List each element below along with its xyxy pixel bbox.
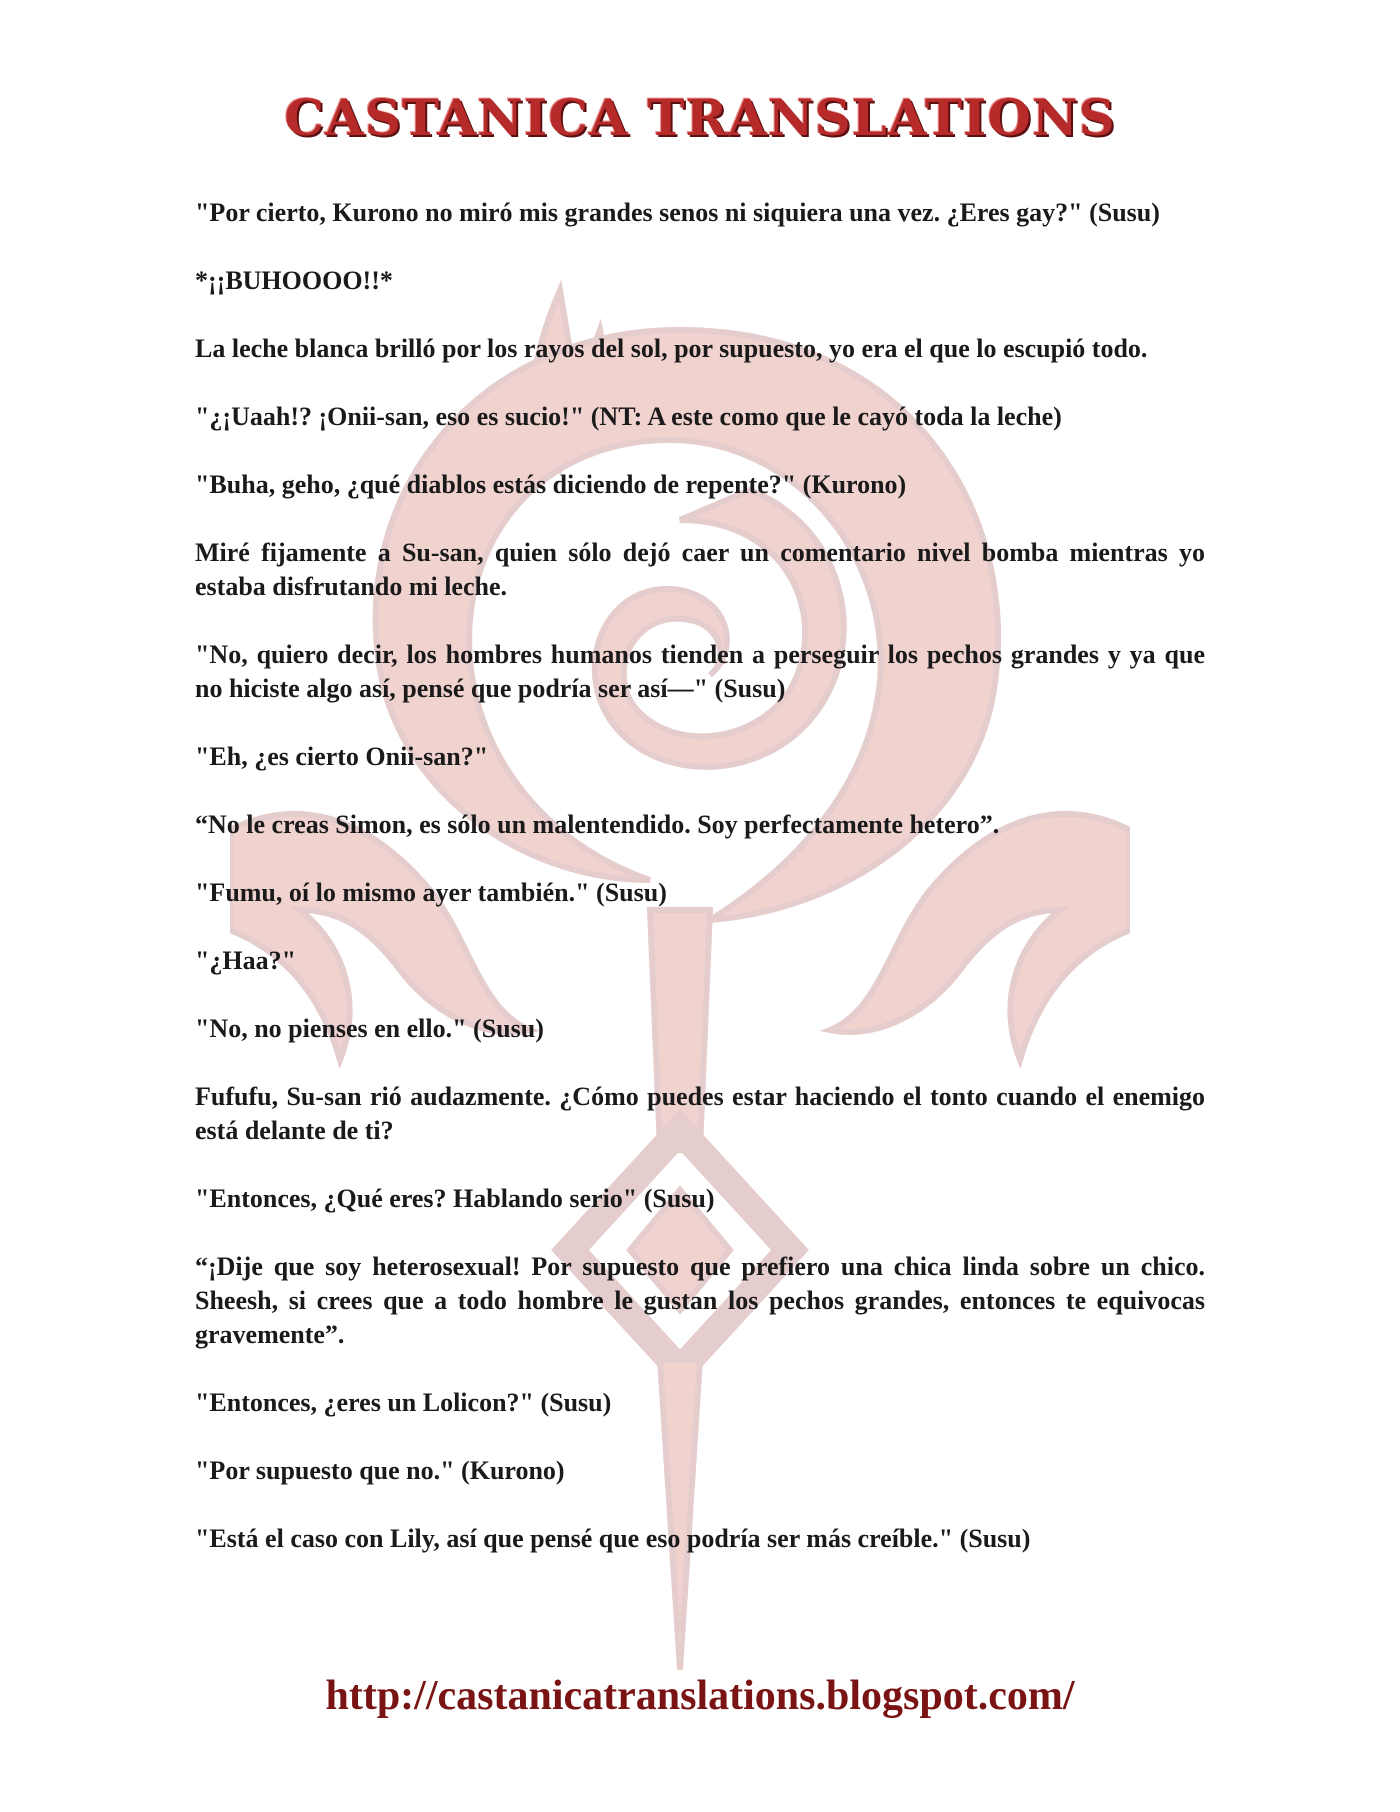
paragraph: “¡Dije que soy heterosexual! Por supuesto que prefiero una chica linda sobre un chico. Sheesh, si crees que a todo hombre le gustan los pechos grandes, entonces te equivocas gravemente”. — [195, 1252, 1205, 1349]
paragraph: "Entonces, ¿Qué eres? Hablando serio" (Susu) — [195, 1184, 715, 1213]
paragraph: “No le creas Simon, es sólo un malentendido. Soy perfectamente hetero”. — [195, 810, 1000, 839]
paragraph: "¿Haa?" — [195, 946, 297, 975]
paragraph: *¡¡BUHOOOO!!* — [195, 266, 393, 295]
paragraph: "Por supuesto que no." (Kurono) — [195, 1456, 565, 1485]
paragraph: "¿¡Uaah!? ¡Onii-san, eso es sucio!" (NT: A este como que le cayó toda la leche) — [195, 402, 1062, 431]
paragraph: "Buha, geho, ¿qué diablos estás diciendo de repente?" (Kurono) — [195, 470, 907, 499]
blog-url-link[interactable]: http://castanicatranslations.blogspot.com/ — [325, 1673, 1075, 1719]
paragraph: "Está el caso con Lily, así que pensé que eso podría ser más creíble." (Susu) — [195, 1524, 1031, 1553]
paragraph: "Fumu, oí lo mismo ayer también." (Susu) — [195, 878, 667, 907]
site-title: CASTANICA TRANSLATIONS — [284, 88, 1116, 147]
paragraph: Miré fijamente a Su-san, quien sólo dejó caer un comentario nivel bomba mientras yo estaba disfrutando mi leche. — [195, 538, 1205, 601]
paragraph: Fufufu, Su-san rió audazmente. ¿Cómo puedes estar haciendo el tonto cuando el enemigo está delante de ti? — [195, 1082, 1205, 1145]
site-header — [0, 88, 1400, 147]
paragraph: "No, quiero decir, los hombres humanos tienden a perseguir los pechos grandes y ya que no hiciste algo así, pensé que podría ser así—" (Susu) — [195, 640, 1205, 703]
paragraph: "No, no pienses en ello." (Susu) — [195, 1014, 544, 1043]
paragraph: "Eh, ¿es cierto Onii-san?" — [195, 742, 489, 771]
site-footer — [0, 1672, 1400, 1720]
chapter-text — [195, 196, 1205, 1590]
paragraph: La leche blanca brilló por los rayos del sol, por supuesto, yo era el que lo escupió todo. — [195, 334, 1148, 363]
paragraph: "Entonces, ¿eres un Lolicon?" (Susu) — [195, 1388, 612, 1417]
paragraph: "Por cierto, Kurono no miró mis grandes senos ni siquiera una vez. ¿Eres gay?" (Susu) — [195, 198, 1160, 227]
